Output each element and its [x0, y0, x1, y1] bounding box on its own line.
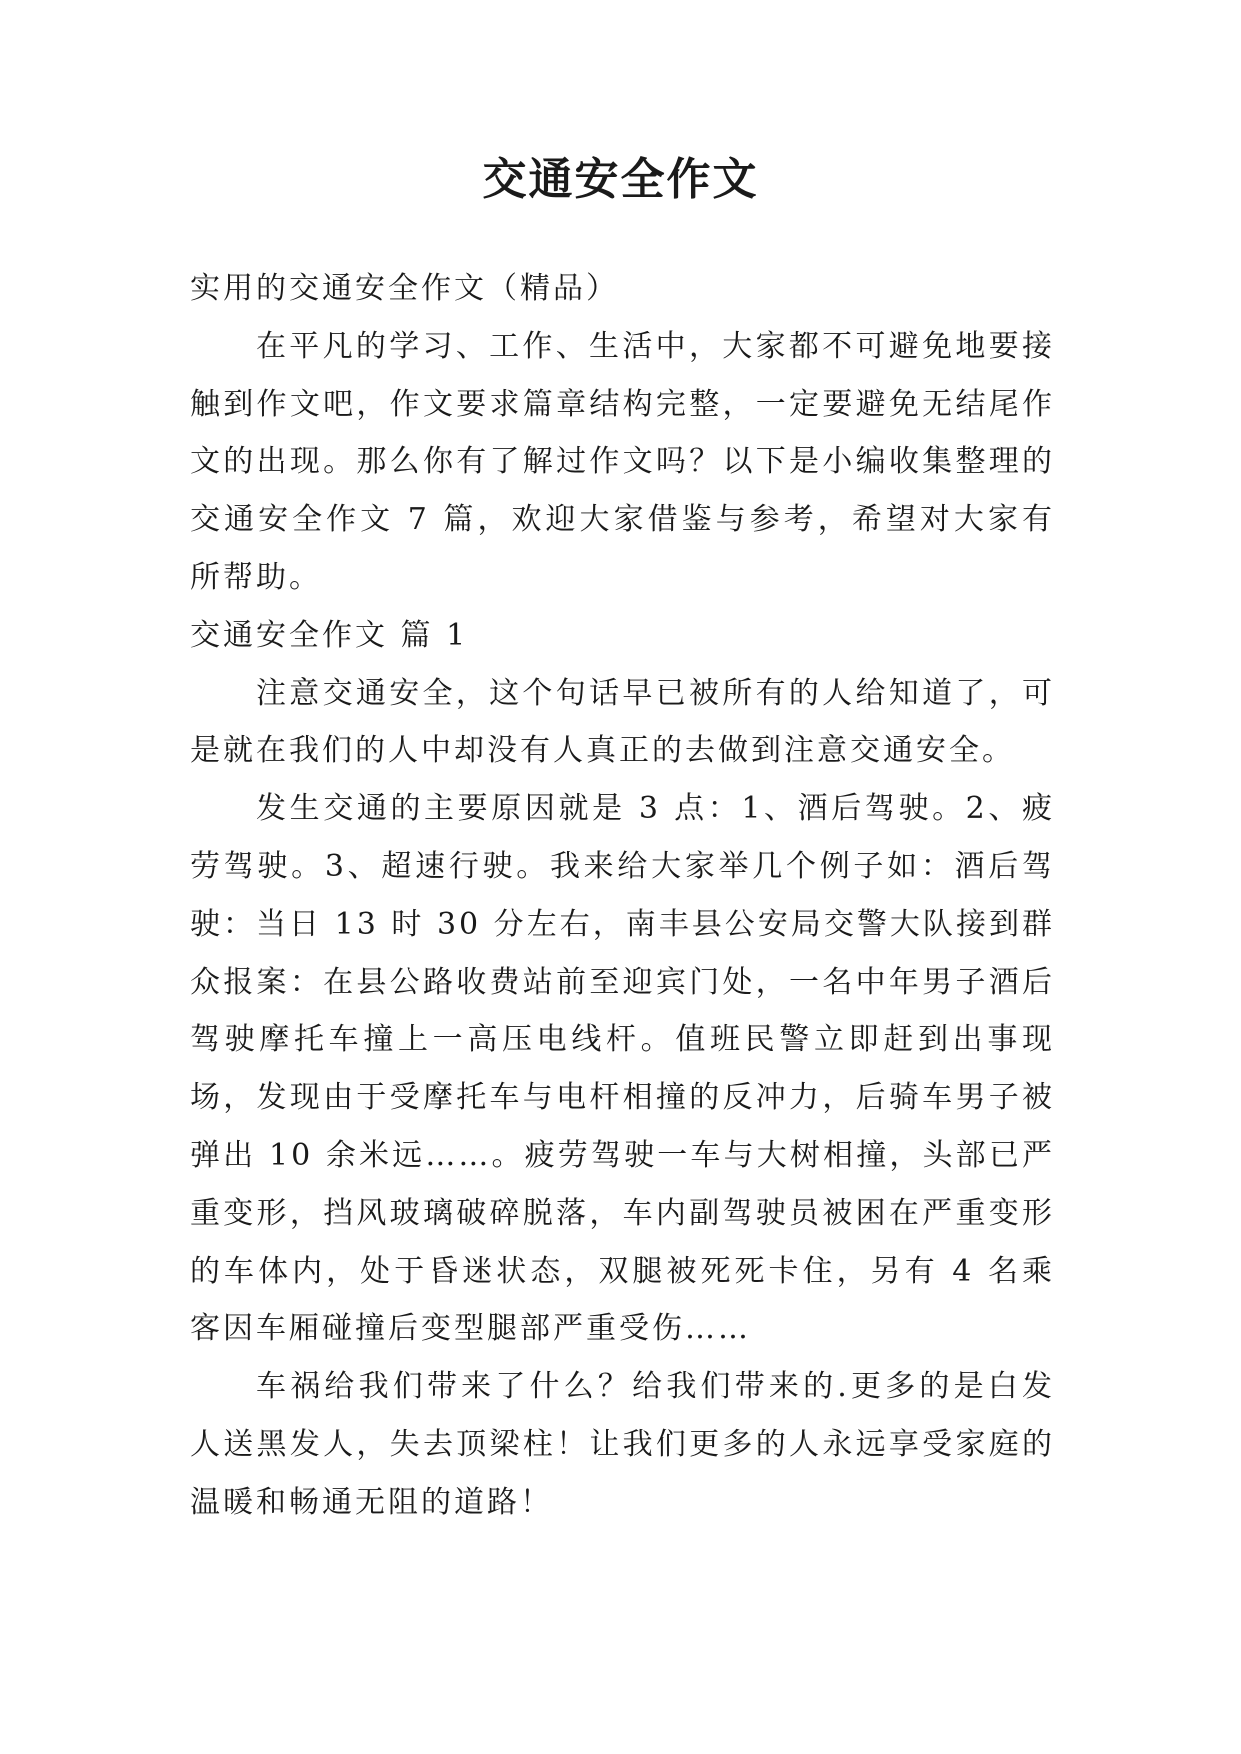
document-body: [190, 260, 1055, 1532]
document-subtitle: 实用的交通安全作文（精品）: [190, 271, 619, 306]
section-heading: 交通安全作文 篇 1: [190, 617, 469, 653]
intro-paragraph: 在平凡的学习、工作、生活中，大家都不可避免地要接触到作文吧，作文要求篇章结构完整，一定要避免无结尾作文的出现。那么你有了解过作文吗？以下是小编收集整理的交通安全作文 7 篇，欢迎大家借鉴与参考，希望对大家有所帮助。: [190, 328, 1055, 595]
body-paragraph-2: 发生交通的主要原因就是 3 点：1、酒后驾驶。2、疲劳驾驶。3、超速行驶。我来给大家举几个例子如：酒后驾驶：当日 13 时 30 分左右，南丰县公安局交警大队接到群众报案：在县公路收费站前至迎宾门处，一名中年男子酒后驾驶摩托车撞上一高压电线杆。值班民警立即赶到出事现场，发现由于受摩托车与电杆相撞的反冲力，后骑车男子被弹出 10 余米远……。疲劳驾驶一车与大树相撞，头部已严重变形，挡风玻璃破碎脱落，车内副驾驶员被困在严重变形的车体内，处于昏迷状态，双腿被死死卡住，另有 4 名乘客因车厢碰撞后变型腿部严重受伤……: [190, 791, 1055, 1347]
document-title: 交通安全作文: [482, 154, 759, 205]
body-paragraph-1: 注意交通安全，这个句话早已被所有的人给知道了，可是就在我们的人中却没有人真正的去做到注意交通安全。: [190, 675, 1055, 769]
body-paragraph-3: 车祸给我们带来了什么？给我们带来的.更多的是白发人送黑发人，失去顶梁柱！让我们更多的人永远享受家庭的温暖和畅通无阻的道路！: [190, 1369, 1055, 1520]
